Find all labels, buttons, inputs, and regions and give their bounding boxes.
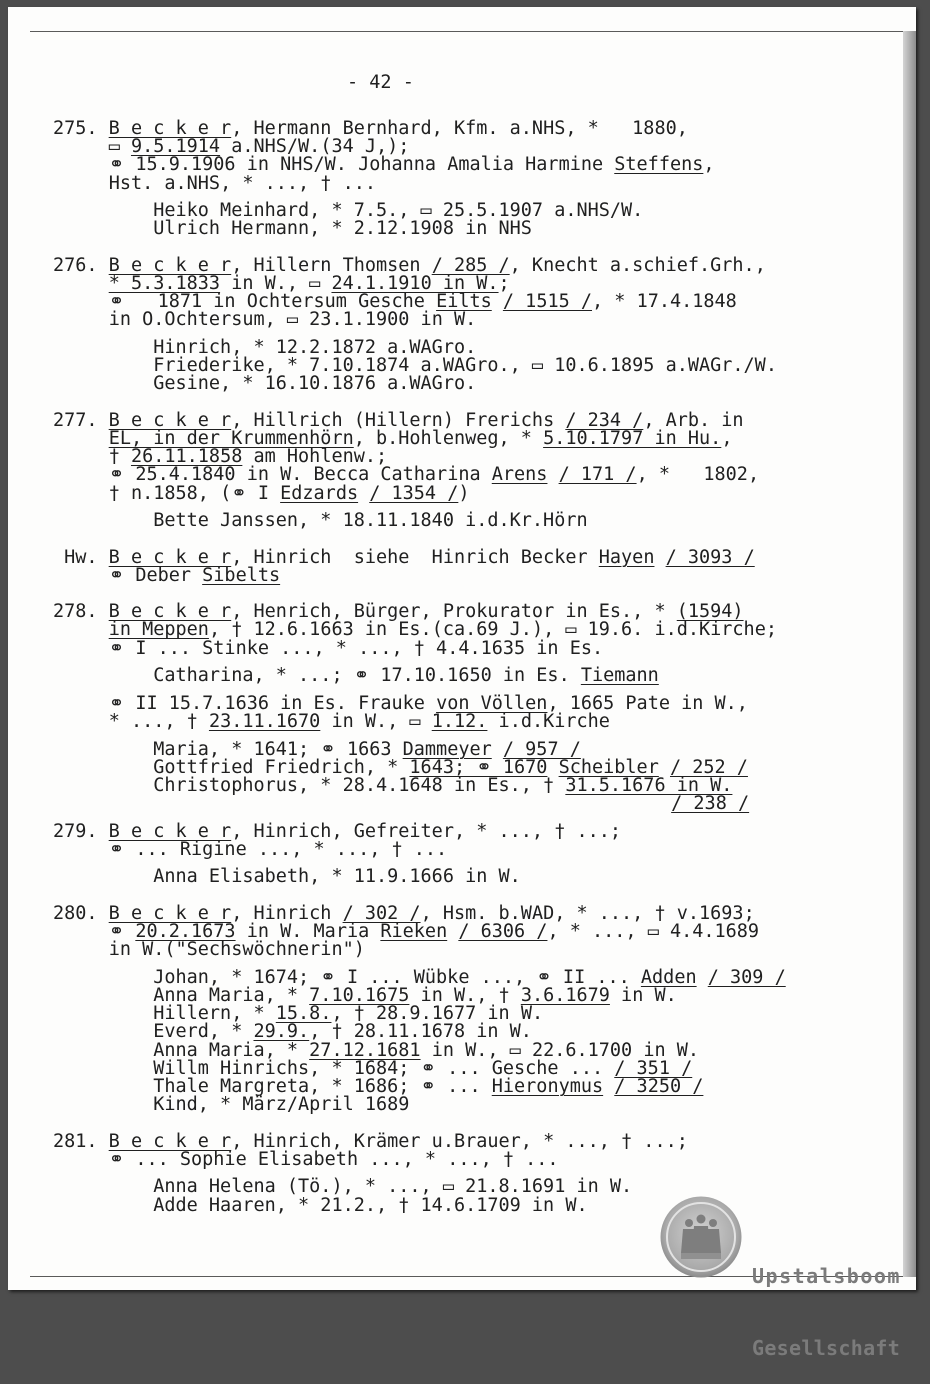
text-segment: in W., † [409, 985, 521, 1007]
text-segment: ⚭ I ... Stinke ..., * ..., † 4.4.1635 in Es. [108, 637, 604, 659]
underlined-text: / 309 / [707, 966, 786, 988]
entry-number: 278. [53, 601, 98, 623]
child-line [53, 795, 786, 813]
text-segment: Heiko Meinhard, * 7.5., ▭ 25.5.1907 a.NHS/W. [153, 200, 644, 222]
text-segment [654, 547, 665, 568]
text-segment: Kind, * März/April 1689 [153, 1094, 410, 1116]
underlined-text: 15.8. [275, 1003, 332, 1025]
text-segment: ⚭ 1871 in Ochtersum Gesche [108, 291, 437, 313]
children-list [53, 512, 786, 530]
record-text [53, 692, 786, 733]
record-line [53, 311, 786, 329]
underlined-text: B e c k e r [108, 546, 232, 568]
text-segment: Everd, * [153, 1021, 254, 1043]
text-segment: , † 28.9.1677 in W. [331, 1003, 544, 1025]
underlined-text: / 1515 / [502, 291, 593, 313]
text-segment [697, 967, 708, 988]
genealogy-entry [53, 603, 786, 813]
text-segment: ⚭ 25.4.1840 in W. Becca Catharina [108, 464, 492, 486]
underlined-text: (1594) [676, 601, 744, 623]
underlined-text: Arens [491, 464, 548, 486]
genealogy-entry [53, 409, 786, 532]
society-logo-text [752, 1216, 901, 1384]
text-segment: , Hermann Bernhard, Kfm. a.NHS, * 1880, [231, 118, 688, 139]
text-segment: ⚭ II 15.7.1636 in Es. Frauke [108, 692, 437, 714]
text-segment: Anna Maria, * [153, 1039, 310, 1061]
text-segment: , [721, 428, 733, 449]
text-segment: , † 28.11.1678 in W. [309, 1021, 532, 1043]
text-segment: am Hohlenw.; [242, 446, 388, 468]
text-segment: , Hinrich [231, 902, 343, 924]
text-segment: , * ..., ▭ 4.4.1689 [547, 921, 760, 942]
underlined-text: Hayen [598, 546, 655, 568]
record-text [53, 409, 786, 504]
text-segment: , 1665 Pate in W., [547, 692, 748, 714]
record-line [53, 838, 786, 860]
text-segment [492, 291, 503, 312]
underlined-text: 26.11.1858 [130, 446, 243, 468]
text-segment: , † 12.6.1663 in Es.(ca.69 J.), ▭ 19.6. i.d.Kirche; [208, 619, 777, 641]
text-segment: Johan, * 1674; ⚭ I ... Wübke ..., ⚭ II ... [153, 966, 641, 988]
record-line [53, 172, 786, 194]
text-segment: Bette Janssen, * 18.11.1840 i.d.Kr.Hörn [153, 510, 588, 532]
underlined-text: von Völlen [436, 692, 548, 714]
underlined-text: / 302 / [342, 902, 421, 924]
underlined-text: / 3093 / [665, 546, 755, 568]
text-segment: Gottfried Friedrich, * [153, 757, 410, 778]
children-list [53, 667, 786, 685]
text-segment: , Henrich, Bürger, Prokurator in Es., * [231, 601, 677, 623]
text-segment [358, 483, 369, 504]
record-line [53, 564, 786, 586]
entry-number: 275. [53, 118, 98, 139]
underlined-text: B e c k e r [108, 902, 232, 924]
text-segment: Catharina, * ...; ⚭ 17.10.1650 in Es. [153, 665, 581, 687]
text-segment: † [108, 446, 131, 468]
text-segment: ⚭ ... Sophie Elisabeth ..., * ..., † ... [108, 1148, 559, 1170]
genealogy-entry [53, 820, 786, 888]
text-segment: in W., ▭ [220, 273, 332, 294]
underlined-text: 7.10.1675 [309, 985, 410, 1007]
text-segment: in W.("Sechswöchnerin") [108, 939, 365, 961]
underlined-text: 20.2.1673 [135, 921, 236, 942]
underlined-text: Steffens [614, 154, 704, 176]
underlined-text: / 234 / [565, 409, 644, 431]
underlined-text: 9.5.1914 [130, 136, 221, 158]
text-segment: in O.Ochtersum, ▭ 23.1.1900 in W. [108, 309, 477, 331]
text-segment: Adde Haaren, * 21.2., † 14.6.1709 in W. [153, 1194, 588, 1216]
text-segment: , Hillrich (Hillern) Frerichs [231, 409, 566, 431]
text-segment: , Hinrich siehe Hinrich Becker [231, 546, 599, 568]
children-list [53, 339, 786, 394]
seal-figures [681, 1215, 721, 1255]
underlined-text: 1643; ⚭ 1670 [409, 757, 548, 778]
record-text [53, 546, 786, 586]
record-text [53, 603, 786, 658]
logo-line-upstalsboom: Upstalsboom [752, 1264, 901, 1288]
entry-list [53, 120, 786, 1215]
text-segment: in W. Maria [235, 921, 381, 942]
underlined-text: EL, in der Krummenhörn [108, 428, 354, 449]
underlined-text: B e c k e r [108, 409, 232, 431]
record-text [53, 902, 786, 961]
underlined-text: * 5.3.1833 [108, 273, 221, 294]
underlined-text: B e c k e r [108, 1130, 232, 1152]
genealogy-entry [53, 902, 786, 1116]
text-segment: ) [458, 482, 470, 504]
underlined-text: Dammeyer [402, 738, 492, 760]
text-segment [603, 1076, 614, 1097]
underlined-text: B e c k e r [108, 601, 232, 623]
underlined-text: Adden [640, 966, 697, 988]
record-line [53, 1148, 786, 1170]
text-segment: , Hinrich, Krämer u.Brauer, * ..., † ...; [231, 1130, 688, 1152]
text-segment: , * 17.4.1848 [592, 291, 737, 313]
sheet-top-edge [30, 31, 903, 32]
text-segment: Anna Helena (Tö.), * ..., ▭ 21.8.1691 in W. [153, 1176, 633, 1198]
entry-number: 276. [53, 254, 98, 276]
underlined-text: B e c k e r [108, 820, 232, 842]
underlined-text: / 1354 / [369, 482, 459, 504]
child-line [53, 868, 786, 886]
text-segment: i.d.Kirche [487, 711, 610, 733]
text-segment: , Hsm. b.WAD, * ..., † v.1693; [420, 902, 755, 924]
child-line [53, 1096, 786, 1114]
text-segment: ⚭ [108, 921, 136, 942]
text-segment: in W., ▭ 22.6.1700 in W. [420, 1039, 700, 1061]
underlined-text: Eilts [436, 291, 492, 313]
underlined-text: / 252 / [669, 757, 748, 778]
text-segment: in W. [609, 985, 677, 1007]
text-segment: Anna Maria, * [153, 985, 310, 1007]
children-list [53, 966, 786, 1116]
underlined-text: Scheibler [558, 757, 659, 778]
underlined-text: B e c k e r [108, 254, 232, 276]
underlined-text: / 285 / [431, 254, 510, 276]
underlined-text: / 238 / [671, 793, 750, 815]
record-text [53, 820, 786, 860]
text-segment: ⚭ Deber [108, 564, 203, 586]
underlined-text: 24.1.1910 in W. [331, 273, 499, 294]
child-line [53, 667, 786, 685]
text-segment: Gesine, * 16.10.1876 a.WAGro. [153, 373, 477, 395]
children-list [53, 868, 786, 886]
underlined-text: 23.11.1670 [208, 711, 321, 733]
underlined-text: Tiemann [580, 665, 659, 687]
underlined-text: Edzards [280, 482, 359, 504]
entry-number: 280. [53, 902, 98, 924]
record-text [53, 120, 786, 193]
text-segment: , Hinrich, Gefreiter, * ..., † ...; [231, 820, 622, 842]
text-segment [447, 921, 458, 942]
text-segment: , Hillern Thomsen [231, 254, 432, 276]
underlined-text: 29.9. [253, 1021, 310, 1043]
underlined-text: / 957 / [502, 738, 581, 760]
underlined-text: Rieken [380, 921, 448, 942]
text-segment: a.NHS/W.(34 J,); [220, 136, 410, 158]
text-segment: ▭ [108, 136, 131, 158]
text-segment: , Knecht a.schief.Grh., [509, 254, 766, 276]
underlined-text: / 6306 / [458, 921, 548, 942]
underlined-text: / 3250 / [614, 1076, 704, 1097]
text-segment [547, 464, 558, 485]
logo-line-gesellschaft: Gesellschaft [752, 1336, 901, 1360]
underlined-text: 27.12.1681 [309, 1039, 421, 1061]
text-segment: Christophorus, * 28.4.1648 in Es., † [153, 775, 566, 797]
genealogy-entry [53, 120, 786, 239]
sheet-right-shadow [903, 31, 916, 1277]
underlined-text: in Meppen [108, 619, 209, 641]
text-segment: , Arb. in [643, 409, 744, 431]
underlined-text: Hieronymus [491, 1076, 604, 1097]
entry-number: Hw. [64, 546, 98, 568]
text-segment: ; [498, 273, 510, 294]
underlined-text: / 351 / [614, 1057, 693, 1079]
underlined-text: 31.5.1676 in W. [565, 775, 733, 797]
underlined-text: B e c k e r [108, 118, 232, 139]
record-line [53, 482, 786, 504]
entry-number: 281. [53, 1130, 98, 1152]
page-number: - 42 - [347, 72, 414, 93]
text-segment: Maria, * 1641; ⚭ 1663 [153, 738, 403, 760]
text-segment: , * 1802, [636, 464, 760, 486]
text-segment: ⚭ ... Rigine ..., * ..., † ... [108, 838, 448, 860]
text-segment: Thale Margreta, * 1686; ⚭ ... [153, 1076, 492, 1097]
genealogy-entry [53, 546, 786, 586]
seal-logo [660, 1196, 742, 1278]
entry-number: 279. [53, 820, 98, 842]
text-segment: † n.1858, (⚭ I [108, 482, 281, 504]
text-segment: Ulrich Hermann, * 2.12.1908 in NHS [153, 218, 532, 240]
record-text [53, 254, 786, 331]
entry-number: 277. [53, 409, 98, 431]
children-list [53, 738, 786, 815]
text-segment: Anna Elisabeth, * 11.9.1666 in W. [153, 866, 521, 888]
child-line [53, 512, 786, 530]
record-line [53, 941, 786, 959]
record-text [53, 1130, 786, 1170]
underlined-text: 3.6.1679 [520, 985, 610, 1007]
text-segment: Hinrich, * 12.2.1872 a.WAGro. [153, 337, 477, 359]
underlined-text: / 171 / [558, 464, 637, 486]
children-list [53, 202, 786, 238]
underlined-text: 1.12. [431, 711, 488, 733]
text-segment: ⚭ 15.9.1906 in NHS/W. Johanna Amalia Harmine [108, 154, 615, 176]
text-segment: , [703, 154, 715, 176]
text-segment: Hst. a.NHS, * ..., † ... [108, 172, 376, 194]
text-segment: * ..., † [108, 711, 209, 733]
text-segment: , b.Hohlenweg, * [353, 428, 544, 449]
record-line [53, 637, 786, 659]
child-line [53, 375, 786, 393]
underlined-text: Sibelts [202, 564, 281, 586]
text-segment: Friederike, * 7.10.1874 a.WAGro., ▭ 10.6.1895 a.WAGr./W. [153, 355, 777, 377]
text-segment: in W., ▭ [320, 711, 432, 733]
text-segment: Hillern, * [153, 1003, 276, 1025]
genealogy-entry [53, 254, 786, 395]
text-segment: Willm Hinrichs, * 1684; ⚭ ... Gesche ... [153, 1057, 615, 1079]
record-line [53, 713, 786, 731]
seal-base [681, 1253, 721, 1259]
underlined-text: 5.10.1797 in Hu. [543, 428, 722, 449]
child-line [53, 220, 786, 238]
